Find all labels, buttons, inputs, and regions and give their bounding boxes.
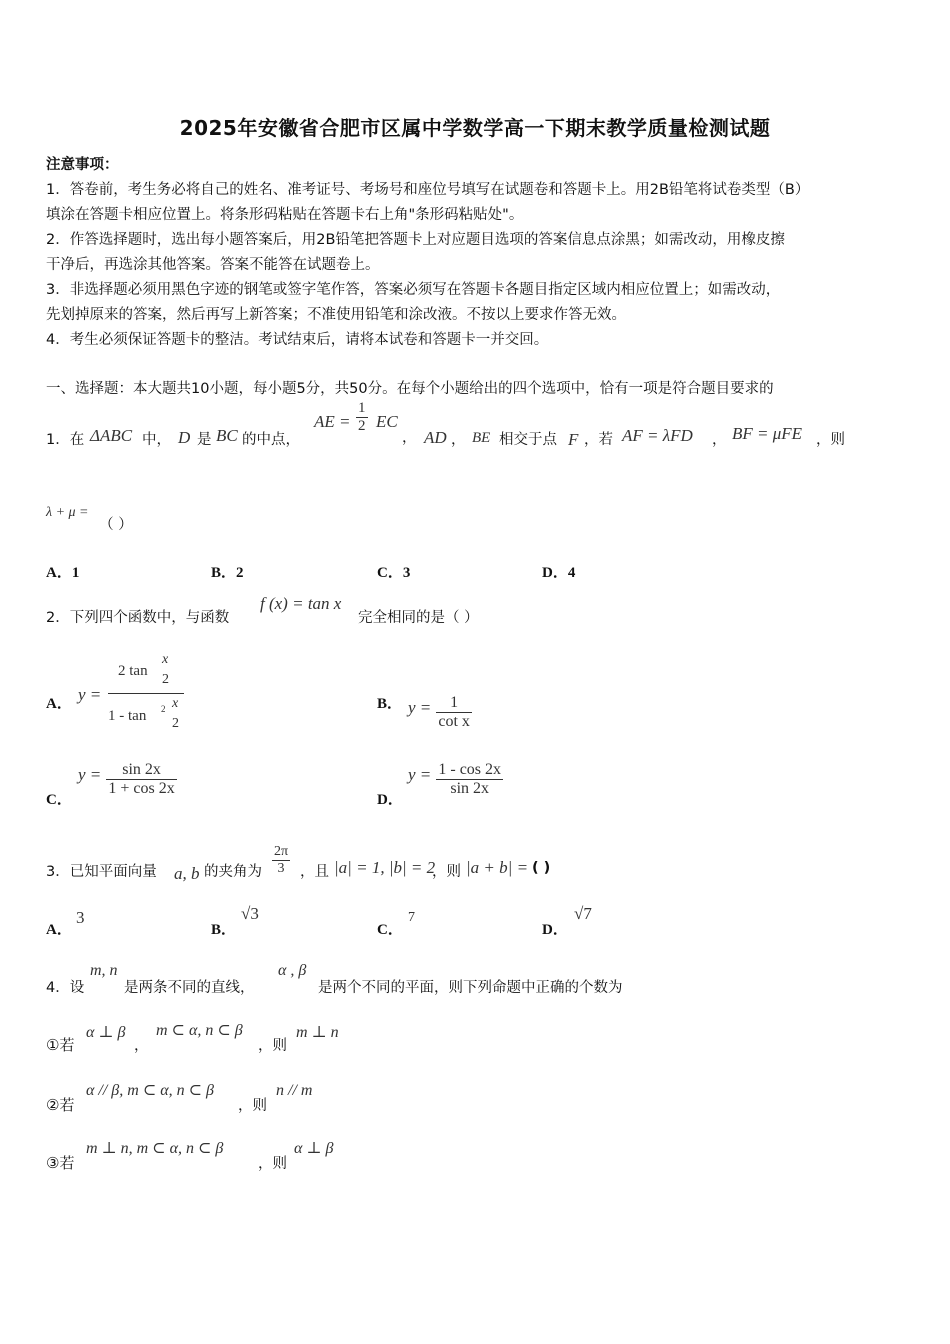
q4-num: 4．设 [46,980,85,996]
q2-num: 2．下列四个函数中，与函数 [46,610,230,626]
q2-a-den-sup: 2 [161,704,166,714]
section-heading: 一、选择题：本大题共10小题，每小题5分，共50分。在每个小题给出的四个选项中，恰有一项是符合题目要求的 [46,381,774,397]
q4-text-2: 是两个不同的平面，则下列命题中正确的个数为 [318,980,623,996]
q2-b-y: y = [408,698,432,717]
q3-vectors: a, b [174,864,200,883]
notice-line-4: 干净后，再选涂其他答案。答案不能答在试题卷上。 [46,257,380,273]
q2-d-den: sin 2x [436,779,503,798]
q1-text-6: ，则 [816,432,845,448]
q2-c-den: 1 + cos 2x [108,780,175,797]
q4-text-1: 是两条不同的直线， [124,980,255,996]
q1-text-3: 的中点， [242,432,300,448]
notice-line-2: 填涂在答题卡相应位置上。将条形码粘贴在答题卡右上角"条形码粘贴处"。 [46,207,524,223]
q3-option-a-value: 3 [76,908,85,927]
q4-s1-result: m ⊥ n [296,1024,339,1041]
q1-comma-2: ， [451,432,466,448]
q2-b-num: 1 [450,694,459,711]
q4-s1-then: ，则 [258,1038,287,1054]
q3-paren: ( ) [532,860,551,876]
q2-b-fraction [436,694,472,731]
q4-s2-label: ②若 [46,1096,75,1114]
q1-option-b[interactable]: B．2 [211,565,244,581]
q2-a-den-2: 2 [172,716,179,731]
q1-bc: BC [216,426,238,445]
notice-line-5: 3．非选择题必须用黑色字迹的钢笔或签字笔作答，答案必须写在答题卡各题目指定区域内相应位置上；如需改动， [46,282,781,298]
q3-angle [272,844,290,877]
q2-c-y: y = [78,765,102,784]
q3-option-b-value: √3 [241,904,259,923]
q2-d-y: y = [408,765,432,784]
q1-sum: λ + μ = [46,505,89,520]
q1-bf: BF = μFE [732,424,803,443]
q3-text-3: ，则 [432,864,461,880]
q1-af: AF = λFD [622,426,693,445]
q3-text-1: 的夹角为 [204,864,262,880]
q1-option-c[interactable]: C．3 [377,565,411,581]
q2-a-numerator [108,652,184,693]
q1-half-den: 2 [358,418,366,434]
q1-ec: EC [376,412,398,431]
q1-half [356,400,368,435]
q3-option-c-value: 7 [408,910,415,925]
q3-expression: |a + b| = [466,858,529,877]
notice-line-3: 2．作答选择题时，选出每小题答案后，用2B铅笔把答题卡上对应题目选项的答案信息点涂黑；如需改动，用橡皮擦 [46,232,785,248]
q3-option-d-value: √7 [574,904,592,923]
page-title: 2025年安徽省合肥市区属中学数学高一下期末教学质量检测试题 [179,116,771,140]
q1-text-4: 相交于点 [499,432,557,448]
q2-c-num: sin 2x [122,761,161,778]
q4-planes: α , β [278,962,307,979]
q2-text: 完全相同的是（ ） [358,610,479,626]
q4-s2-result: n // m [276,1082,313,1099]
q4-s2-condition: α // β, m ⊂ α, n ⊂ β [86,1082,214,1099]
q2-a-y: y = [78,685,102,704]
q2-a-num-2: 2 [162,672,169,687]
q1-text-2: 是 [197,432,212,448]
q4-s3-then: ，则 [258,1156,287,1172]
q2-a-num-tan: 2 tan [118,663,148,679]
notice-line-1: 1．答卷前，考生务必将自己的姓名、准考证号、考场号和座位号填写在试题卷和答题卡上。用2B铅笔将试卷类型（B） [46,182,810,198]
q1-text-1: 中， [142,432,171,448]
q1-paren: （ ） [99,517,133,533]
q2-a-fraction [108,652,184,738]
q2-b-den: cot x [438,713,470,730]
q1-comma-3: ， [712,432,727,448]
q1-half-num: 1 [358,400,366,416]
q1-ae: AE = [314,412,351,431]
q3-option-a[interactable]: A． [46,922,72,938]
q4-s2-then: ，则 [238,1098,267,1114]
q1-ad: AD [424,428,447,447]
q1-option-a[interactable]: A．1 [46,565,80,581]
q2-d-fraction [436,761,503,798]
q1-option-d[interactable]: D．4 [542,565,576,581]
notice-line-7: 4．考生必须保证答题卡的整洁。考试结束后，请将本试卷和答题卡一并交回。 [46,332,549,348]
notice-heading: 注意事项： [46,157,119,173]
q2-c-fraction [106,761,176,798]
notice-line-6: 先划掉原来的答案，然后再写上新答案；不准使用铅笔和涂改液。不按以上要求作答无效。 [46,307,626,323]
q1-text-5: ，若 [584,432,613,448]
q3-option-d[interactable]: D． [542,922,568,938]
q2-a-den-tan: 1 - tan [108,708,147,724]
q2-a-num-x: x [162,652,169,667]
q1-sum-line [46,500,133,533]
q2-option-c-formula [78,761,177,798]
q1-be: BE [472,430,491,446]
q3-condition: |a| = 1, |b| = 2 [334,858,436,877]
q4-s3-condition: m ⊥ n, m ⊂ α, n ⊂ β [86,1140,224,1157]
q2-d-num: 1 - cos 2x [438,761,502,778]
q3-angle-num: 2π [274,844,289,859]
q2-option-b[interactable]: B． [377,696,403,712]
q4-s1-condition-b: m ⊂ α, n ⊂ β [156,1022,243,1039]
q4-s1-label: ①若 [46,1036,75,1054]
q1-comma-1: ， [402,430,417,446]
q4-s1-condition-a: α ⊥ β [86,1024,126,1041]
q2-option-d-formula [408,761,503,798]
q2-option-a[interactable]: A． [46,696,72,712]
q3-text-2: ，且 [300,864,329,880]
q2-a-denominator [108,693,184,738]
q3-option-c[interactable]: C． [377,922,403,938]
q2-option-c[interactable]: C． [46,792,72,808]
q2-a-den-x: x [172,696,179,711]
q4-lines: m, n [90,962,118,979]
q3-option-b[interactable]: B． [211,922,237,938]
q2-option-b-formula [408,694,472,731]
q4-s1-comma: ， [134,1038,149,1054]
q1-point-d: D [178,428,191,447]
q2-option-d[interactable]: D． [377,792,403,808]
q4-s3-result: α ⊥ β [294,1140,334,1157]
q1-triangle: ΔABC [90,426,133,445]
q1-point-f: F [568,430,579,449]
q3-num: 3．已知平面向量 [46,864,157,880]
q4-s3-label: ③若 [46,1154,75,1172]
q2-function: f (x) = tan x [260,594,342,613]
q3-angle-den: 3 [272,860,290,877]
q1-num: 1．在 [46,432,85,448]
